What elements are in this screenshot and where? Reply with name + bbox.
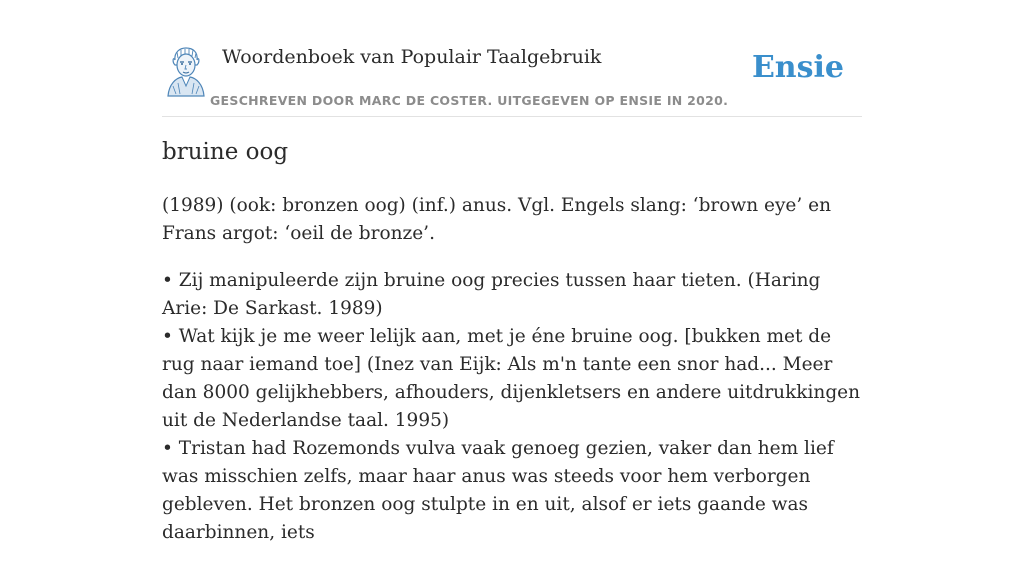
entry-citations	[162, 267, 862, 547]
ensie-logo-link[interactable]: Ensie	[751, 50, 844, 85]
entry-definition: (1989) (ook: bronzen oog) (inf.) anus. Vgl. Engels slang: ‘brown eye’ en Frans argot: ‘oeil de bronze’.	[162, 195, 831, 244]
author-byline: GESCHREVEN DOOR MARC DE COSTER. UITGEGEVEN OP ENSIE IN 2020.	[210, 93, 729, 108]
book-title: Woordenboek van Populair Taalgebruik	[222, 46, 602, 68]
citation-item: • Wat kijk je me weer lelijk aan, met je éne bruine oog. [bukken met de rug naar iemand toe] (Inez van Eijk: Als m'n tante een snor had... Meer dan 8000 gelijkhebbers, afhouders, dijenkletsers en andere uitdrukkingen uit de Nederlandse taal. 1995)	[162, 326, 861, 431]
citation-item: • Tristan had Rozemonds vulva vaak genoeg gezien, vaker dan hem lief was misschien zelfs, maar haar anus was steeds voor hem verborgen gebleven. Het bronzen oog stulpte in en uit, alsof er iets gaande was daarbinnen, iets	[162, 438, 834, 543]
entry-title: bruine oog	[162, 139, 289, 165]
entry-body	[162, 192, 862, 566]
author-portrait-icon	[164, 46, 208, 96]
site-header	[162, 40, 862, 117]
citation-item: • Zij manipuleerde zijn bruine oog precies tussen haar tieten. (Haring Arie: De Sarkast. 1989)	[162, 270, 821, 319]
